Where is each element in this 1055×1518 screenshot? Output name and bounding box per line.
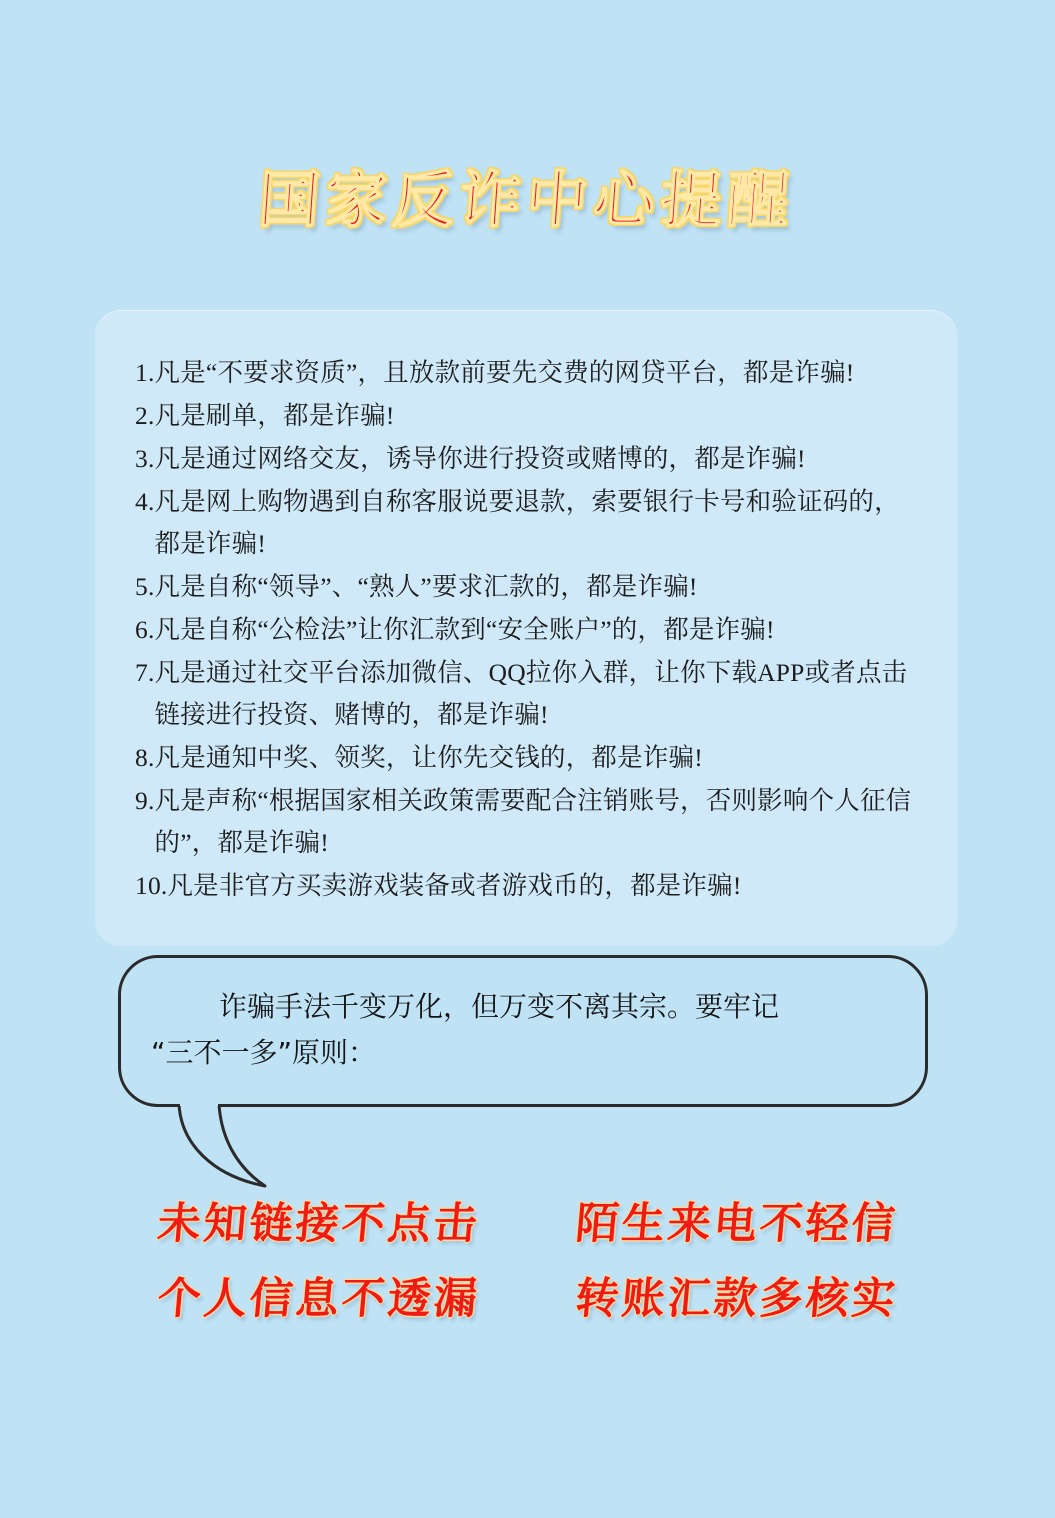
slogan-block [0, 1190, 1055, 1326]
list-item [135, 352, 921, 394]
list-item [135, 395, 921, 437]
list-item-number: 10. [135, 871, 168, 900]
bubble-line-2: “三不一多”原则： [151, 1036, 377, 1069]
list-item-text: 凡是通过网络交友，诱导你进行投资或赌博的，都是诈骗! [154, 444, 806, 473]
list-item-text: 凡是声称“根据国家相关政策需要配合注销账号，否则影响个人征信的”，都是诈骗! [154, 786, 912, 857]
slogan-unknown-link: 未知链接不点击 [155, 1199, 482, 1249]
poster-header [0, 0, 1055, 239]
list-item-number: 3. [135, 444, 155, 473]
list-item [135, 780, 921, 864]
list-item-number: 1. [135, 358, 155, 387]
list-item [135, 865, 921, 907]
slogan-row-1 [155, 1190, 900, 1251]
list-item [135, 609, 921, 651]
list-item [135, 737, 921, 779]
list-item-number: 4. [135, 487, 155, 516]
fraud-warning-list [135, 352, 921, 907]
fraud-warning-card [95, 310, 957, 946]
list-item-text: 凡是通过社交平台添加微信、QQ拉你入群，让你下载APP或者点击链接进行投资、赌博的，都是诈骗! [154, 658, 908, 729]
list-item-number: 6. [135, 615, 155, 644]
list-item-number: 9. [135, 786, 155, 815]
list-item-text: 凡是非官方买卖游戏装备或者游戏币的，都是诈骗! [167, 871, 742, 900]
list-item-number: 8. [135, 743, 155, 772]
list-item-text: 凡是网上购物遇到自称客服说要退款，索要银行卡号和验证码的，都是诈骗! [154, 487, 900, 558]
list-item [135, 652, 921, 736]
slogan-personal-info: 个人信息不透漏 [155, 1274, 482, 1324]
slogan-row-2 [155, 1265, 900, 1326]
list-item-text: 凡是刷单，都是诈骗! [154, 401, 395, 430]
list-item-text: 凡是通知中奖、领奖，让你先交钱的，都是诈骗! [154, 743, 703, 772]
list-item [135, 438, 921, 480]
page-title: 国家反诈中心提醒 [256, 165, 798, 236]
speech-bubble-tail-icon [173, 1104, 333, 1194]
list-item-number: 7. [135, 658, 155, 687]
list-item-text: 凡是自称“领导”、“熟人”要求汇款的，都是诈骗! [154, 572, 698, 601]
list-item-number: 5. [135, 572, 155, 601]
slogan-stranger-call: 陌生来电不轻信 [573, 1199, 900, 1249]
list-item [135, 566, 921, 608]
list-item [135, 481, 921, 565]
slogan-transfer-verify: 转账汇款多核实 [573, 1274, 900, 1324]
speech-bubble-container [118, 955, 928, 1107]
list-item-number: 2. [135, 401, 155, 430]
speech-bubble [118, 955, 928, 1107]
list-item-text: 凡是“不要求资质”，且放款前要先交费的网贷平台，都是诈骗! [154, 358, 855, 387]
bubble-line-1: 诈骗手法千变万化，但万变不离其宗。要牢记 [219, 990, 780, 1023]
list-item-text: 凡是自称“公检法”让你汇款到“安全账户”的，都是诈骗! [154, 615, 775, 644]
